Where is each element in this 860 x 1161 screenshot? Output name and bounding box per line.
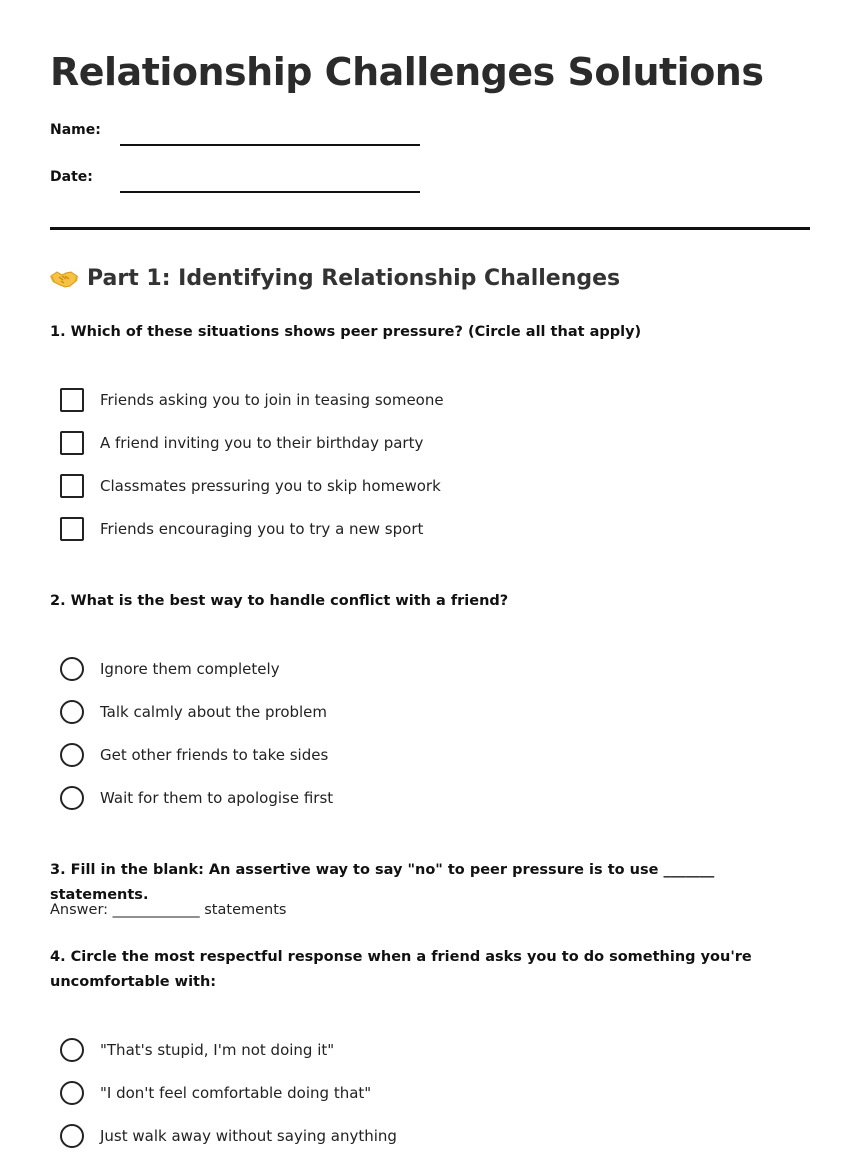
section-divider <box>50 227 810 230</box>
radio-button[interactable] <box>60 786 84 810</box>
question-3: 3. Fill in the blank: An assertive way to say "no" to peer pressure is to use _______ statements. <box>50 862 715 903</box>
option-label: Friends asking you to join in teasing someone <box>100 391 444 409</box>
date-field-row <box>50 169 470 199</box>
radio-button[interactable] <box>60 1038 84 1062</box>
q1-option-3[interactable] <box>60 473 441 499</box>
checkbox[interactable] <box>60 431 84 455</box>
radio-button[interactable] <box>60 700 84 724</box>
question-1: 1. Which of these situations shows peer pressure? (Circle all that apply) <box>50 324 642 340</box>
date-field[interactable] <box>120 191 420 193</box>
part1-heading <box>50 266 620 291</box>
option-label: A friend inviting you to their birthday party <box>100 434 424 452</box>
q4-option-3[interactable] <box>60 1123 397 1149</box>
checkbox[interactable] <box>60 517 84 541</box>
q2-option-4[interactable] <box>60 785 333 811</box>
radio-button[interactable] <box>60 1081 84 1105</box>
question-4: 4. Circle the most respectful response when a friend asks you to do something you're uncomfortable with: <box>50 949 752 990</box>
q1-option-2[interactable] <box>60 430 423 456</box>
q1-option-4[interactable] <box>60 516 423 542</box>
radio-button[interactable] <box>60 743 84 767</box>
page-title: Relationship Challenges Solutions <box>50 50 764 94</box>
radio-button[interactable] <box>60 657 84 681</box>
part1-heading-text: Part 1: Identifying Relationship Challenges <box>87 266 621 291</box>
q4-option-1[interactable] <box>60 1037 334 1063</box>
radio-button[interactable] <box>60 1124 84 1148</box>
option-label: Ignore them completely <box>100 660 280 678</box>
option-label: Friends encouraging you to try a new sport <box>100 520 424 538</box>
handshake-icon <box>50 267 78 291</box>
question-2: 2. What is the best way to handle conflict with a friend? <box>50 593 509 609</box>
date-label: Date: <box>50 169 93 185</box>
option-label: Talk calmly about the problem <box>100 703 328 721</box>
option-label: "I don't feel comfortable doing that" <box>100 1084 372 1102</box>
option-label: Just walk away without saying anything <box>100 1127 397 1145</box>
q2-option-1[interactable] <box>60 656 280 682</box>
q2-option-2[interactable] <box>60 699 327 725</box>
q1-option-1[interactable] <box>60 387 444 413</box>
checkbox[interactable] <box>60 474 84 498</box>
name-label: Name: <box>50 122 101 138</box>
option-label: "That's stupid, I'm not doing it" <box>100 1041 335 1059</box>
q2-option-3[interactable] <box>60 742 328 768</box>
q3-answer-field[interactable]: Answer: ____________ statements <box>50 902 287 918</box>
option-label: Classmates pressuring you to skip homework <box>100 477 441 495</box>
option-label: Wait for them to apologise first <box>100 789 334 807</box>
name-field-row <box>50 122 470 152</box>
option-label: Get other friends to take sides <box>100 746 329 764</box>
name-field[interactable] <box>120 144 420 146</box>
checkbox[interactable] <box>60 388 84 412</box>
q4-option-2[interactable] <box>60 1080 371 1106</box>
